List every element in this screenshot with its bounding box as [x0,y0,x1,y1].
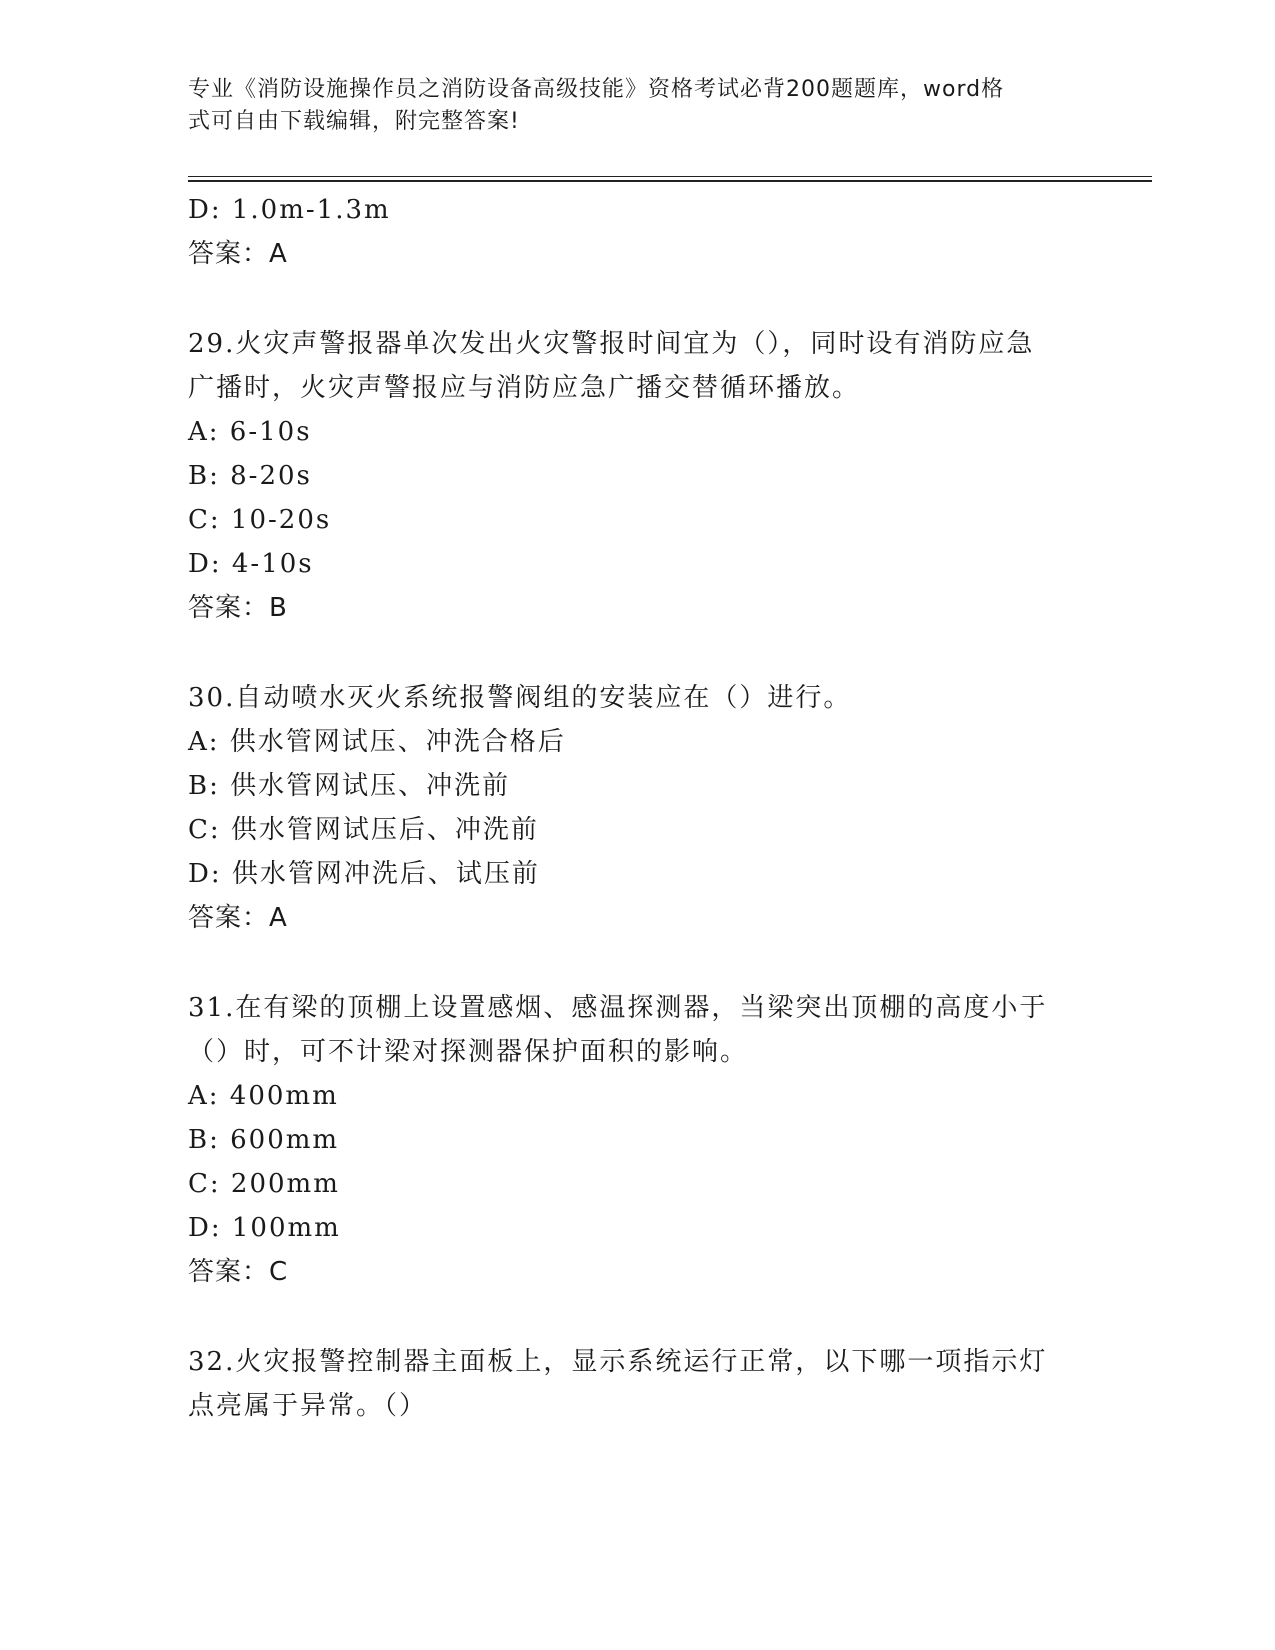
q30-answer: 答案：A [188,903,288,933]
q29-option-a: A: 6-10s [188,417,312,447]
header-divider-thick [188,180,1152,182]
prev-option-d: D: 1.0m-1.3m [188,195,391,225]
q30-option-b: B: 供水管网试压、冲洗前 [188,771,511,801]
header-divider-thin [188,176,1152,177]
header-line-1: 专业《消防设施操作员之消防设备高级技能》资格考试必背200题题库，word格 [188,77,1005,102]
q31-stem-line-2: （）时，可不计梁对探测器保护面积的影响。 [188,1037,749,1067]
q31-option-b: B: 600mm [188,1125,340,1155]
q29-stem-line-1: 29.火灾声警报器单次发出火灾警报时间宜为（），同时设有消防应急 [188,329,1035,359]
q31-option-a: A: 400mm [188,1081,339,1111]
q31-answer: 答案：C [188,1257,289,1287]
q29-option-d: D: 4-10s [188,549,314,579]
header-line-2: 式可自由下载编辑，附完整答案! [188,109,520,134]
q29-option-c: C: 10-20s [188,505,332,535]
q30-option-d: D: 供水管网冲洗后、试压前 [188,859,540,889]
q31-stem-line-1: 31.在有梁的顶棚上设置感烟、感温探测器，当梁突出顶棚的高度小于 [188,993,1048,1023]
prev-answer: 答案：A [188,239,288,269]
q32-stem-line-2: 点亮属于异常。（） [188,1391,428,1421]
document-header [188,74,1088,138]
q30-option-a: A: 供水管网试压、冲洗合格后 [188,727,566,757]
q29-option-b: B: 8-20s [188,461,312,491]
q31-option-c: C: 200mm [188,1169,340,1199]
q30-option-c: C: 供水管网试压后、冲洗前 [188,815,539,845]
q32-stem-line-1: 32.火灾报警控制器主面板上，显示系统运行正常，以下哪一项指示灯 [188,1347,1048,1377]
q29-answer: 答案：B [188,593,288,623]
q29-stem-line-2: 广播时，火灾声警报应与消防应急广播交替循环播放。 [188,373,861,403]
q31-option-d: D: 100mm [188,1213,341,1243]
q30-stem-line-1: 30.自动喷水灭火系统报警阀组的安装应在（）进行。 [188,683,852,713]
